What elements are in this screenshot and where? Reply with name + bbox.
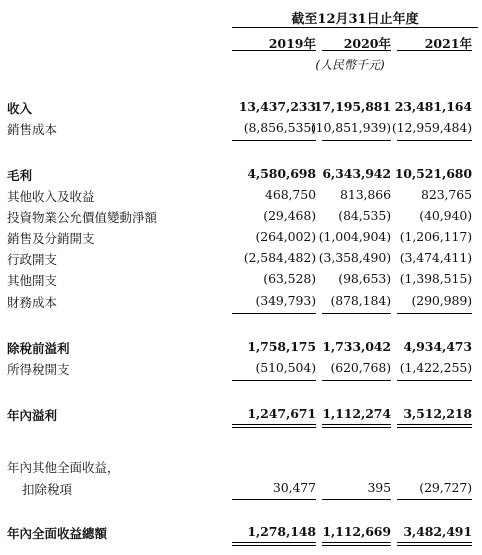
row-label: 投資物業公允價值變動淨額	[7, 210, 158, 225]
subtotal-rule	[397, 380, 472, 381]
row-label: 扣除稅項	[22, 482, 73, 497]
year-2019-header: 2019年	[268, 36, 316, 51]
subtotal-rule	[322, 499, 391, 500]
value-2019: (8,856,535)	[243, 120, 316, 135]
subtotal-rule	[232, 499, 316, 500]
total-double-rule	[397, 424, 472, 428]
table-row	[0, 229, 482, 247]
value-2019: (29,468)	[263, 208, 316, 223]
subtotal-rule	[322, 140, 391, 141]
row-label: 其他開支	[7, 273, 58, 288]
currency-unit: (人民幣千元)	[315, 58, 385, 72]
value-2019: (264,002)	[255, 229, 316, 244]
subtotal-rule	[397, 313, 472, 314]
value-2020: 395	[367, 480, 391, 495]
total-double-rule	[322, 424, 391, 428]
year-underline	[397, 50, 472, 51]
value-2020: 1,112,669	[322, 524, 391, 539]
value-2021: 4,934,473	[403, 339, 472, 354]
row-label: 財務成本	[7, 295, 58, 310]
value-2020: 6,343,942	[322, 166, 391, 181]
row-label: 銷售及分銷開支	[7, 231, 95, 246]
table-row	[0, 120, 482, 138]
table-row	[0, 339, 482, 357]
value-2019: (510,504)	[255, 360, 316, 375]
value-2021: (1,422,255)	[399, 360, 472, 375]
value-2019: 1,278,148	[247, 524, 316, 539]
value-2020: 17,195,881	[313, 99, 391, 114]
subtotal-rule	[232, 140, 316, 141]
value-2019: 468,750	[265, 187, 316, 202]
row-label: 年內溢利	[7, 408, 58, 423]
year-underline	[322, 50, 391, 51]
row-label: 毛利	[7, 168, 33, 183]
table-row	[0, 250, 482, 268]
value-2021: 3,482,491	[403, 524, 472, 539]
value-2020: (3,358,490)	[318, 250, 391, 265]
table-row	[0, 458, 482, 476]
value-2021: 10,521,680	[394, 166, 472, 181]
row-label: 行政開支	[7, 252, 58, 267]
year-2020-header: 2020年	[343, 36, 391, 51]
value-2019: 13,437,233	[238, 99, 316, 114]
year-2021-header: 2021年	[424, 36, 472, 51]
total-double-rule	[397, 542, 472, 546]
value-2021: 23,481,164	[394, 99, 472, 114]
table-row	[0, 271, 482, 289]
value-2019: 30,477	[272, 480, 316, 495]
value-2019: (349,793)	[255, 293, 316, 308]
total-double-rule	[322, 542, 391, 546]
table-row	[0, 99, 482, 117]
table-row	[0, 480, 482, 498]
table-row	[0, 293, 482, 311]
value-2020: (1,004,904)	[318, 229, 391, 244]
header-rule	[232, 27, 478, 28]
value-2021: (290,989)	[411, 293, 472, 308]
row-label: 其他收入及收益	[7, 189, 95, 204]
value-2020: (878,184)	[330, 293, 391, 308]
value-2019: (63,528)	[263, 271, 316, 286]
value-2020: 1,112,274	[322, 406, 391, 421]
value-2019: 1,758,175	[247, 339, 316, 354]
row-label: 所得稅開支	[7, 362, 70, 377]
value-2021: (1,398,515)	[399, 271, 472, 286]
table-row	[0, 524, 482, 542]
value-2021: 823,765	[421, 187, 472, 202]
subtotal-rule	[397, 499, 472, 500]
value-2021: (3,474,411)	[399, 250, 472, 265]
year-underline	[232, 50, 316, 51]
value-2020: (620,768)	[330, 360, 391, 375]
value-2020: 813,866	[340, 187, 391, 202]
value-2019: 1,247,671	[247, 406, 316, 421]
value-2021: (29,727)	[419, 480, 472, 495]
value-2020: 1,733,042	[322, 339, 391, 354]
subtotal-rule	[232, 380, 316, 381]
subtotal-rule	[397, 140, 472, 141]
table-row	[0, 166, 482, 184]
table-row	[0, 360, 482, 378]
value-2020: (98,653)	[338, 271, 391, 286]
value-2021: (12,959,484)	[391, 120, 472, 135]
table-row	[0, 406, 482, 424]
value-2020: (10,851,939)	[310, 120, 391, 135]
subtotal-rule	[232, 313, 316, 314]
value-2021: 3,512,218	[403, 406, 472, 421]
total-double-rule	[232, 424, 316, 428]
row-label: 年內其他全面收益，	[7, 460, 120, 475]
table-row	[0, 208, 482, 226]
total-double-rule	[232, 542, 316, 546]
subtotal-rule	[322, 313, 391, 314]
value-2019: 4,580,698	[247, 166, 316, 181]
value-2021: (1,206,117)	[399, 229, 472, 244]
value-2019: (2,584,482)	[243, 250, 316, 265]
row-label: 銷售成本	[7, 122, 58, 137]
row-label: 年內全面收益總額	[7, 526, 108, 541]
period-title: 截至12月31日止年度	[291, 12, 419, 27]
table-row	[0, 187, 482, 205]
subtotal-rule	[322, 380, 391, 381]
value-2020: (84,535)	[338, 208, 391, 223]
row-label: 除稅前溢利	[7, 341, 70, 356]
value-2021: (40,940)	[419, 208, 472, 223]
row-label: 收入	[7, 101, 33, 116]
